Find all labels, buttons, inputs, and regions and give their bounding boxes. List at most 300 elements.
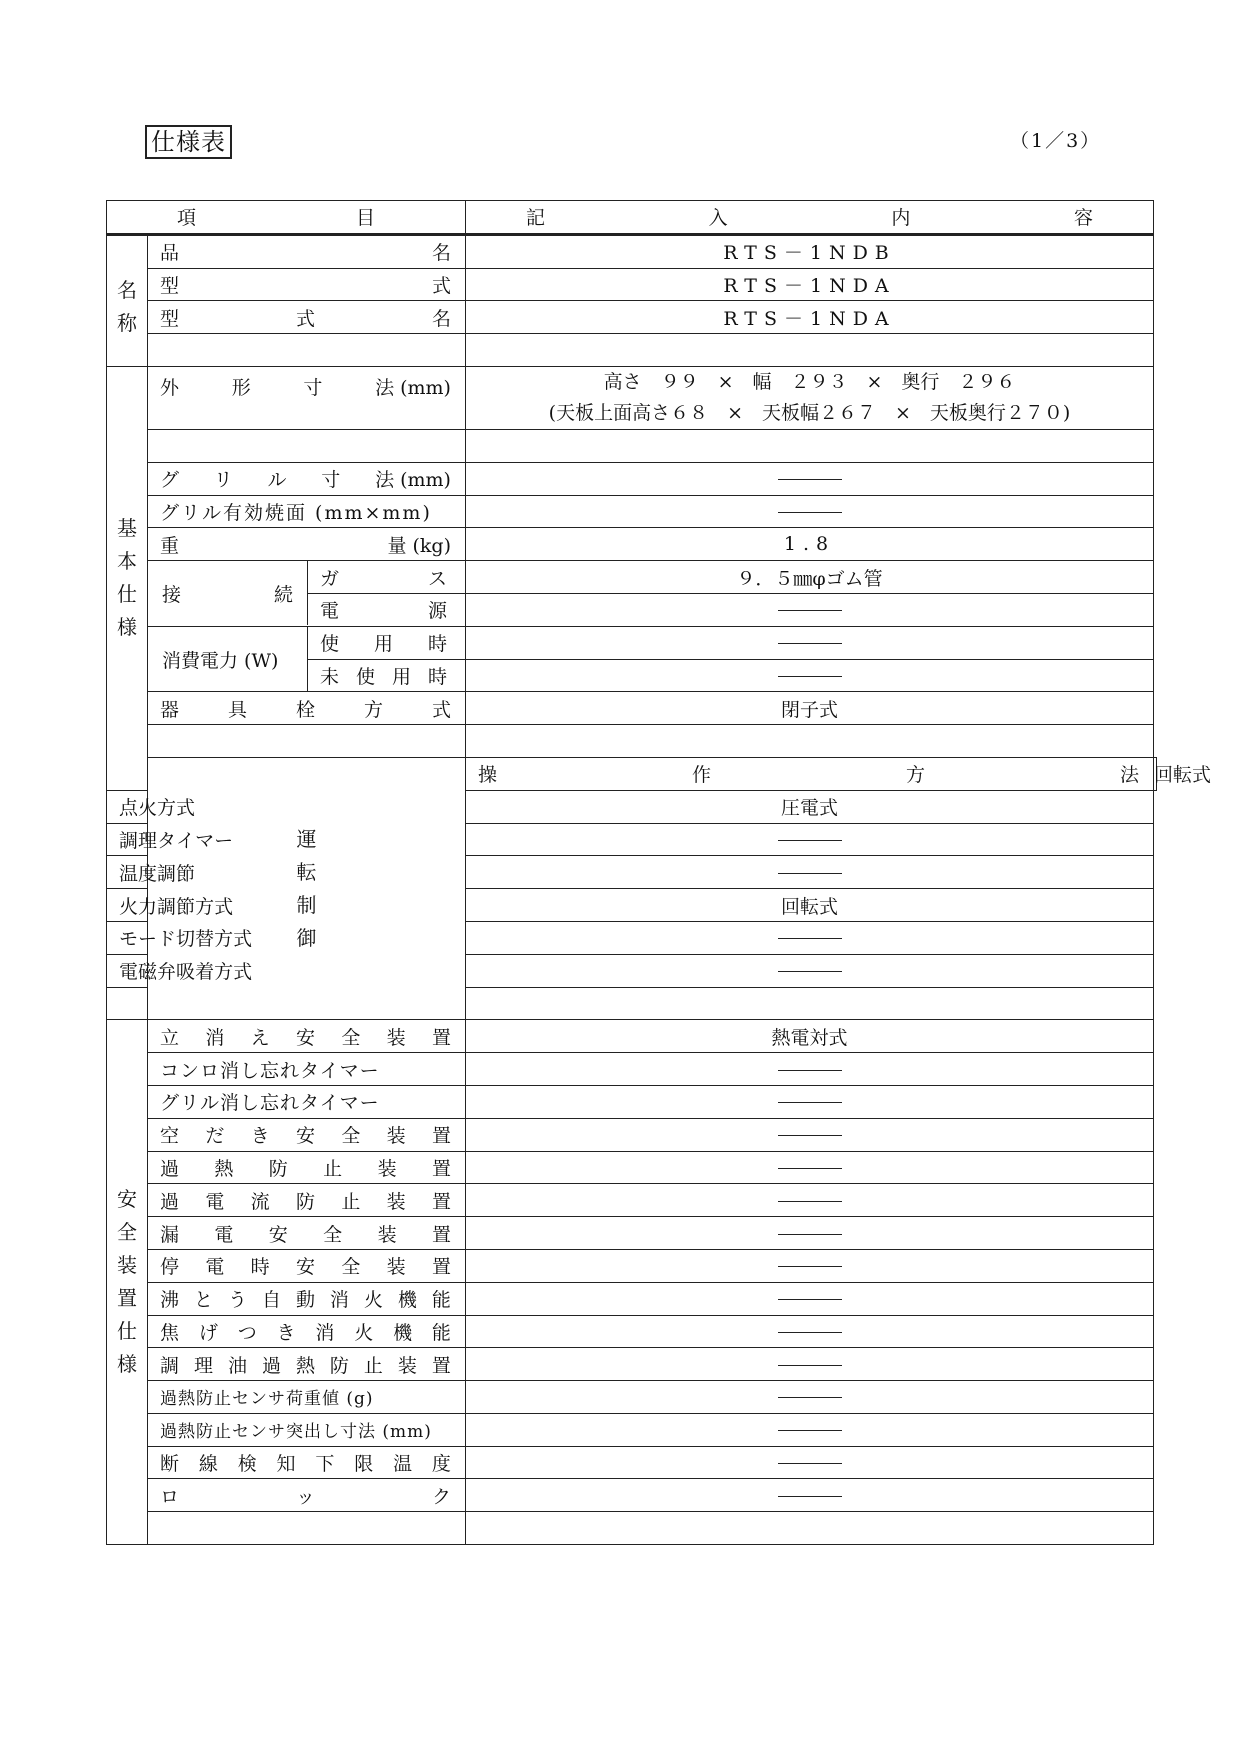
item-label-text (148, 1220, 465, 1247)
sub-label-part: ス (427, 567, 447, 590)
category-char: 様 (117, 615, 137, 640)
item-label-text-part: 温 (119, 862, 139, 885)
item-label-text (148, 695, 465, 722)
value-text: 圧電式 (780, 797, 838, 820)
value-text: RTS－1NDA (723, 307, 896, 330)
item-label-text-part: 電 (119, 961, 139, 984)
item-label-text-part: 過 (261, 1354, 281, 1377)
table-header-row (107, 201, 1157, 235)
value-text (466, 828, 1153, 850)
category-basic (107, 366, 148, 790)
item-label-text-part: 温 (393, 1453, 413, 1476)
value-text (466, 664, 1153, 686)
item-label-text-part: 型 (160, 274, 180, 297)
item-label (148, 1413, 466, 1446)
item-value (466, 1184, 1154, 1217)
value-text (466, 1484, 1153, 1506)
value-text: RTS－1NDA (723, 274, 896, 297)
item-label-text: グリル有効焼面 (mm×mm) (160, 501, 432, 524)
spec-table-body (107, 201, 1212, 1545)
item-label-text-part: ー (214, 829, 234, 852)
item-label-text (107, 957, 253, 984)
item-label-text-part: 安 (295, 1026, 315, 1049)
item-label-text-part: 調 (157, 862, 177, 885)
safety-row (107, 1381, 1157, 1414)
item-label-text-part: 方 (214, 928, 234, 951)
item-label-text-part: 法 (1119, 764, 1139, 787)
value-text: ９．５㎜φゴム管 (736, 567, 883, 590)
item-label-text (148, 1449, 465, 1476)
dash-mark (778, 1168, 842, 1169)
item-value (466, 301, 1154, 334)
item-label-text-part: 火 (363, 1289, 383, 1312)
name-row (107, 234, 1157, 268)
item-label-text-part: 操 (478, 764, 498, 787)
item-label (148, 301, 466, 334)
item-label-text (107, 924, 253, 951)
item-label-text-part: き (276, 1321, 296, 1344)
item-label-text-part: 自 (261, 1289, 281, 1312)
value-text (466, 367, 1153, 429)
item-label-text-part: 寸 (303, 376, 323, 399)
item-label (148, 1020, 466, 1053)
item-label-text-part: 式 (214, 895, 234, 918)
item-label-text-part: 栓 (295, 698, 315, 721)
item-label (148, 1184, 466, 1217)
item-label (148, 1053, 466, 1086)
item-label (148, 692, 466, 725)
category-char: 置 (117, 1286, 137, 1311)
split-left-part: 接 (162, 583, 182, 606)
item-label-text (148, 1023, 465, 1050)
item-value (466, 561, 1154, 594)
item-value (466, 1446, 1154, 1479)
item-label-text-part: モ (119, 928, 139, 951)
item-label-text-part: 式 (176, 797, 196, 820)
sub-label-part: 用 (391, 665, 411, 688)
blank-row (107, 1512, 1157, 1545)
value-text: 回転式 (780, 895, 838, 918)
item-value (466, 790, 1154, 823)
power-consumption-label-text: 消費電力 (W) (148, 627, 308, 691)
item-value (466, 659, 1154, 692)
item-label (148, 528, 466, 561)
item-label-text-part: 式 (233, 928, 253, 951)
dash-mark (778, 643, 842, 644)
header-char: 記 (526, 207, 546, 230)
category-char: 仕 (117, 1319, 137, 1344)
item-label-text-part: 過 (160, 1157, 180, 1180)
item-value (466, 1020, 1154, 1053)
header-item (107, 201, 466, 235)
header-char: 内 (891, 207, 911, 230)
item-label-text-part: 火 (119, 895, 139, 918)
item-label-text (148, 1187, 465, 1214)
item-label-text-part: ル (267, 469, 287, 492)
blank-row (107, 725, 1157, 758)
category-char: 安 (117, 1187, 137, 1212)
blank-item-cell (148, 334, 466, 367)
dash-mark (778, 1463, 842, 1464)
item-label-text-part: 焦 (160, 1321, 180, 1344)
dash-mark (778, 1299, 842, 1300)
item-label-text (107, 892, 234, 919)
item-label-text-part: 消 (315, 1321, 335, 1344)
blank-item-cell (107, 987, 148, 1020)
valve-row (107, 692, 1157, 725)
item-label-text-part: 寸 (321, 469, 341, 492)
item-label-text-part: 形 (231, 376, 251, 399)
dash-mark (778, 1430, 842, 1431)
item-label (148, 1118, 466, 1151)
item-label (107, 856, 196, 889)
page-number: （1／3） (1010, 130, 1102, 152)
sub-label-part: 時 (427, 665, 447, 688)
item-value (466, 1217, 1154, 1250)
safety-row (107, 1413, 1157, 1446)
item-value (466, 1381, 1154, 1414)
connection-gas-row (107, 561, 1157, 594)
weight-row (107, 528, 1157, 561)
spec-table (106, 200, 1212, 1545)
item-label-text (148, 1318, 465, 1345)
item-label-text-part: と (193, 1289, 213, 1312)
item-label-text-part: 装 (377, 1223, 397, 1246)
item-label-text (148, 271, 465, 298)
value-text: 1.8 (783, 533, 836, 556)
blank-value-cell (466, 429, 1154, 462)
item-label-text-part: 装 (386, 1125, 406, 1148)
name-row (107, 301, 1157, 334)
dash-mark (778, 1070, 842, 1071)
dash-mark (778, 1496, 842, 1497)
document-title: 仕様表 (145, 125, 232, 159)
item-label-text-part: 式 (295, 307, 315, 330)
category-char: 称 (117, 310, 137, 335)
item-label-text: コンロ消し忘れタイマー (160, 1059, 380, 1082)
item-value (466, 954, 1154, 987)
item-label (148, 1446, 466, 1479)
control-row (107, 757, 1157, 790)
item-label-text-part: 調 (119, 829, 139, 852)
item-value (466, 593, 1154, 626)
item-value (466, 1413, 1154, 1446)
item-label-text-part: 器 (160, 698, 180, 721)
value-text (466, 1255, 1153, 1277)
value-text (466, 1386, 1153, 1408)
item-label (148, 268, 466, 301)
item-label-text-part: リ (213, 469, 233, 492)
item-label-text-part: 電 (214, 1223, 234, 1246)
value-text (466, 1353, 1153, 1375)
item-value (466, 234, 1154, 268)
value-text (466, 1058, 1153, 1080)
outer-dims-line2: (天板上面高さ６８ × 天板幅２６７ × 天板奥行２７０) (548, 401, 1071, 424)
item-label-text-part: 品 (160, 242, 180, 265)
blank-item-cell (148, 429, 466, 462)
item-label-text-part: 全 (323, 1223, 343, 1246)
dash-mark (778, 512, 842, 513)
category-char: 転 (296, 859, 317, 884)
item-label (148, 366, 466, 429)
item-label-text (148, 304, 465, 331)
blank-value-cell (466, 334, 1154, 367)
item-value (466, 1315, 1154, 1348)
item-value (466, 1151, 1154, 1184)
sub-label-part: 電 (320, 600, 340, 623)
item-label-text-part: 装 (386, 1256, 406, 1279)
header-content (466, 201, 1154, 235)
item-label-text-part: 置 (431, 1223, 451, 1246)
item-label-text-part: 方 (195, 895, 215, 918)
item-label-text-part: 知 (276, 1453, 296, 1476)
item-label-text: 過熱防止センサ荷重値 (g) (160, 1389, 374, 1410)
item-value (466, 1085, 1154, 1118)
value-text (466, 1124, 1153, 1146)
dash-mark (778, 840, 842, 841)
value-text (466, 1452, 1153, 1474)
item-value (466, 1118, 1154, 1151)
safety-row (107, 1315, 1157, 1348)
item-label-text-part: 具 (227, 698, 247, 721)
power-consumption-sub-labels (308, 627, 465, 691)
safety-row (107, 1446, 1157, 1479)
item-label-text-part: 消 (329, 1289, 349, 1312)
value-text (466, 1156, 1153, 1178)
item-label-text-part: 検 (237, 1453, 257, 1476)
item-value (466, 692, 1154, 725)
safety-row (107, 1348, 1157, 1381)
dash-mark (778, 873, 842, 874)
category-char: 装 (117, 1253, 137, 1278)
item-label-text-part: だ (205, 1125, 225, 1148)
dash-mark (778, 676, 842, 677)
safety-row (107, 1085, 1157, 1118)
item-label-text-part: イ (176, 829, 196, 852)
item-label (148, 234, 466, 268)
item-label-text-part: う (227, 1289, 247, 1312)
category-name (107, 234, 148, 366)
value-text (466, 960, 1153, 982)
item-label-text-part: ド (157, 928, 177, 951)
item-label-text (107, 793, 196, 820)
item-label-text-part: ー (138, 928, 158, 951)
value-text: RTS－1NDB (723, 242, 896, 265)
category-char: 御 (296, 925, 317, 950)
safety-row (107, 1282, 1157, 1315)
item-label-text-part: 下 (315, 1453, 335, 1476)
item-label-text-part: 火 (354, 1321, 374, 1344)
item-label-text-part: 重 (160, 534, 180, 557)
value-text (466, 599, 1153, 621)
item-label-text-part: 動 (295, 1289, 315, 1312)
item-label-text (148, 1285, 465, 1312)
value-text (466, 1189, 1153, 1211)
dash-mark (778, 1365, 842, 1366)
item-label-text-part: 消 (205, 1026, 225, 1049)
item-label-text-part: 吸 (176, 961, 196, 984)
item-label-text-part: え (250, 1026, 270, 1049)
dash-mark (778, 1332, 842, 1333)
blank-item-cell (148, 1512, 466, 1545)
item-label-text-part: 電 (205, 1256, 225, 1279)
item-value (1154, 757, 1212, 790)
item-label-text-part: 置 (431, 1190, 451, 1213)
dash-mark (778, 1135, 842, 1136)
category-char: 制 (296, 892, 317, 917)
item-label-text-part: 型 (160, 307, 180, 330)
item-label-text-part: 外 (160, 376, 180, 399)
value-text (466, 1419, 1153, 1441)
item-label-text (148, 367, 465, 400)
item-value (466, 823, 1154, 856)
value-text: 熱電対式 (771, 1026, 848, 1049)
item-label-text-part: 置 (431, 1354, 451, 1377)
item-label-text-part: 量 (kg) (387, 534, 451, 557)
split-left-part: 続 (273, 583, 293, 606)
item-label-text-part: 式 (233, 961, 253, 984)
safety-row (107, 1020, 1157, 1053)
item-label-text-part: 火 (138, 797, 158, 820)
item-label-text-part: 立 (160, 1026, 180, 1049)
dash-mark (778, 610, 842, 611)
item-value (466, 268, 1154, 301)
item-label-text-part: 流 (250, 1190, 270, 1213)
item-label-text-part: 置 (431, 1157, 451, 1180)
item-value (466, 921, 1154, 954)
item-label-text-part: 名 (431, 307, 451, 330)
category-basic-text (107, 512, 147, 644)
item-label-text-part: 止 (323, 1157, 343, 1180)
header-char: 目 (355, 207, 375, 230)
item-label-text-part: 安 (268, 1223, 288, 1246)
item-label (107, 790, 196, 823)
item-label-text (148, 1154, 465, 1181)
category-name-text (107, 262, 147, 340)
item-label-text-part: 電 (205, 1190, 225, 1213)
category-char: 様 (117, 1352, 137, 1377)
item-value (466, 495, 1154, 528)
item-label (148, 1151, 466, 1184)
value-text: 回転式 (1154, 764, 1212, 787)
value-text (466, 632, 1153, 654)
item-label-text-part: 防 (295, 1190, 315, 1213)
connection-label-text (148, 561, 308, 625)
item-label-text-part: 止 (363, 1354, 383, 1377)
item-label-text-part: 置 (431, 1026, 451, 1049)
item-label (148, 1217, 466, 1250)
dash-mark (778, 479, 842, 480)
sub-label (308, 627, 465, 660)
sub-label-part: ガ (320, 567, 340, 590)
outer-dims-value (466, 366, 1154, 429)
item-label-text: 過熱防止センサ突出し寸法 (mm) (160, 1422, 432, 1443)
item-label (148, 1381, 466, 1414)
header-char: 項 (177, 207, 197, 230)
sub-label (308, 594, 465, 626)
item-label-text (148, 531, 465, 558)
item-label-text-part: 熱 (214, 1157, 234, 1180)
item-label-text: グリル消し忘れタイマー (160, 1092, 380, 1115)
item-label-text-part: 沸 (160, 1289, 180, 1312)
item-label-text-part: 方 (214, 961, 234, 984)
value-text (466, 1222, 1153, 1244)
item-label-text-part: 油 (227, 1354, 247, 1377)
dash-mark (778, 1102, 842, 1103)
item-label-text-part: 方 (157, 797, 177, 820)
item-label-text-part: 全 (341, 1256, 361, 1279)
item-label-text-part: 置 (431, 1125, 451, 1148)
item-label (107, 823, 234, 856)
sub-label (308, 561, 465, 594)
item-label-text (148, 1351, 465, 1378)
dash-mark (778, 1234, 842, 1235)
dash-mark (778, 1397, 842, 1398)
item-label-text-part: 着 (195, 961, 215, 984)
safety-row (107, 1249, 1157, 1282)
item-label-text-part: 節 (176, 895, 196, 918)
item-label-text-part: マ (195, 829, 215, 852)
item-value (466, 462, 1154, 495)
item-label-text-part: 止 (341, 1190, 361, 1213)
split-label (148, 627, 465, 691)
dash-mark (778, 1266, 842, 1267)
blank-row (107, 334, 1157, 367)
safety-row (107, 1184, 1157, 1217)
connection-label (148, 561, 466, 627)
item-label (148, 495, 466, 528)
item-label-text-part: 方 (905, 764, 925, 787)
item-label-text-part: 機 (393, 1321, 413, 1344)
item-label-text-part: 調 (160, 1354, 180, 1377)
outer-dims-line1: 高さ ９９ × 幅 ２９３ × 奥行 ２９６ (603, 370, 1016, 393)
item-label-text-part: げ (198, 1321, 218, 1344)
blank-row (107, 429, 1157, 462)
category-char: 基 (117, 516, 137, 541)
value-text (466, 468, 1153, 490)
item-label-text (107, 859, 196, 886)
value-text (466, 1320, 1153, 1342)
item-label (148, 1479, 466, 1512)
item-label-text-part: 熱 (295, 1354, 315, 1377)
item-value (466, 889, 1154, 922)
header-char: 容 (1073, 207, 1093, 230)
item-label-text-part: 安 (295, 1125, 315, 1148)
item-label-text-part: 断 (160, 1453, 180, 1476)
safety-row (107, 1118, 1157, 1151)
power-consumption-label (148, 626, 466, 692)
category-char: 全 (117, 1220, 137, 1245)
item-label-text-part: 装 (397, 1354, 417, 1377)
item-label-text (107, 826, 234, 853)
sub-label (308, 660, 465, 692)
sub-label-part: 未 (320, 665, 340, 688)
item-label-text-part: 点 (119, 797, 139, 820)
item-label-text (148, 1252, 465, 1279)
item-label-text-part: 調 (157, 895, 177, 918)
name-row (107, 268, 1157, 301)
dash-mark (778, 971, 842, 972)
blank-value-cell (466, 987, 1154, 1020)
sub-label-part: 使 (320, 633, 340, 656)
grill-area-row (107, 495, 1157, 528)
item-label-text-part: 停 (160, 1256, 180, 1279)
item-value (466, 1348, 1154, 1381)
item-label (148, 1282, 466, 1315)
item-label (148, 462, 466, 495)
item-label-text-part: 時 (250, 1256, 270, 1279)
item-value (466, 856, 1154, 889)
